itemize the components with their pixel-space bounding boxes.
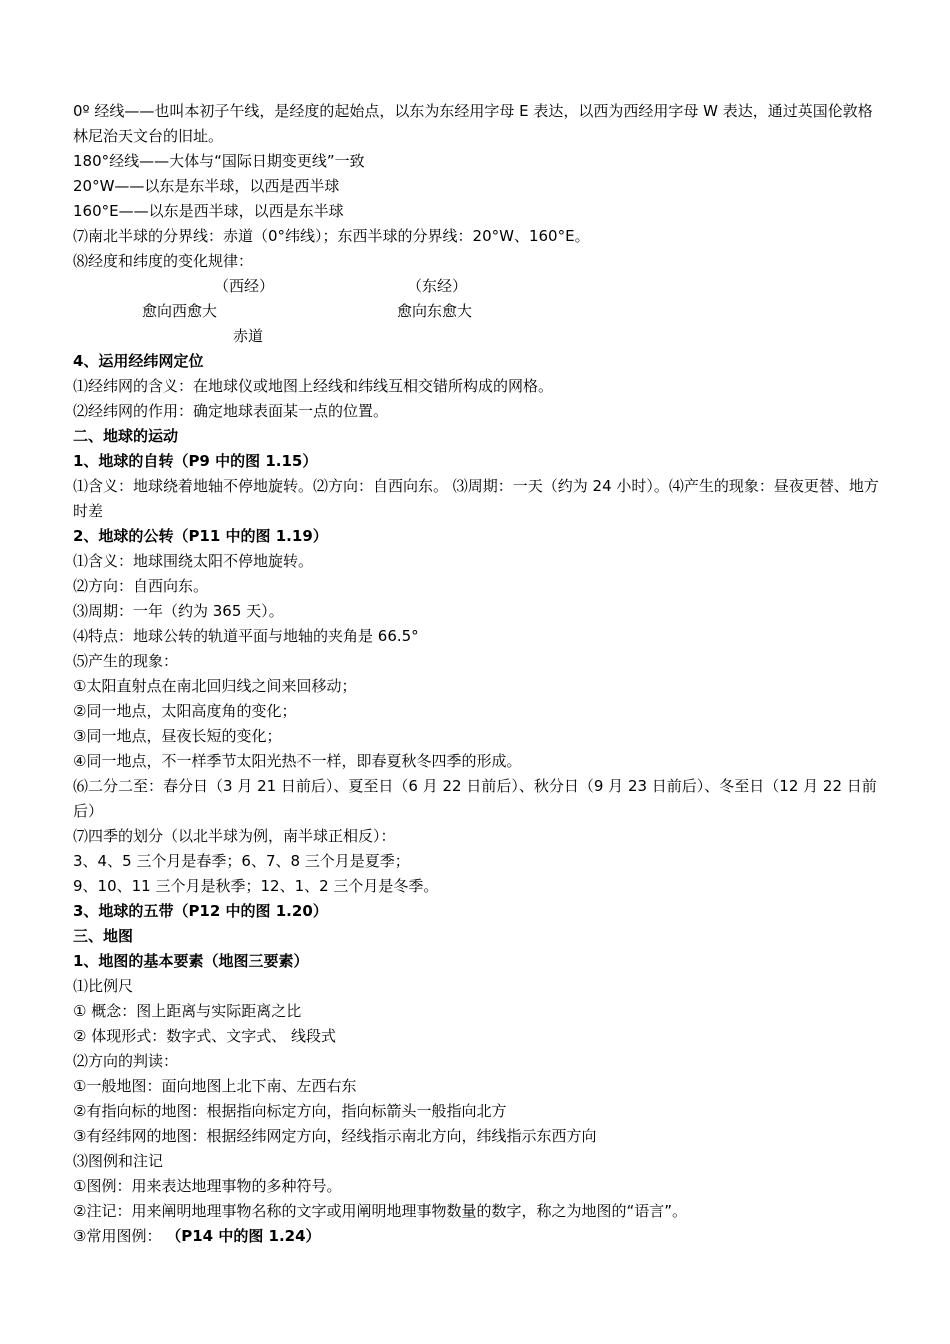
paragraph-change-rules: ⑻经度和纬度的变化规律： bbox=[73, 252, 254, 270]
paragraph-line: ⑸产生的现象： bbox=[73, 652, 179, 670]
section-heading: 4、运用经纬网定位 bbox=[73, 352, 204, 370]
section-heading: 1、地球的自转（P9 中的图 1.15） bbox=[73, 452, 318, 470]
paragraph-line: ⑵经纬网的作用：确定地球表面某一点的位置。 bbox=[73, 402, 389, 420]
section-heading: 三、地图 bbox=[73, 927, 134, 945]
west-longitude-label: （西经） bbox=[214, 277, 275, 295]
paragraph-line: 3、4、5 三个月是春季；6、7、8 三个月是夏季； bbox=[73, 852, 410, 870]
paragraph-line: ①图例：用来表达地理事物的多种符号。 bbox=[73, 1177, 342, 1195]
paragraph-line: ② 体现形式：数字式、文字式、 线段式 bbox=[73, 1027, 336, 1045]
west-rule-text: 愈向西愈大 bbox=[142, 302, 218, 320]
paragraph-line: ① 概念：图上距离与实际距离之比 bbox=[73, 1002, 302, 1020]
diagram-row-rules bbox=[73, 299, 881, 324]
paragraph-line: ⑷特点：地球公转的轨道平面与地轴的夹角是 66.5° bbox=[73, 627, 419, 645]
paragraph-line: ④同一地点，不一样季节太阳光热不一样，即春夏秋冬四季的形成。 bbox=[73, 752, 522, 770]
paragraph-common-legend bbox=[73, 1224, 881, 1249]
section-heading: 二、地球的运动 bbox=[73, 427, 179, 445]
paragraph-line: ②有指向标的地图：根据指向标定方向，指向标箭头一般指向北方 bbox=[73, 1102, 507, 1120]
east-longitude-label: （东经） bbox=[407, 277, 468, 295]
paragraph-180-meridian: 180°经线——大体与“国际日期变更线”一致 bbox=[73, 152, 365, 170]
section-heading: 3、地球的五带（P12 中的图 1.20） bbox=[73, 902, 328, 920]
paragraph-line: ①太阳直射点在南北回归线之间来回移动； bbox=[73, 677, 357, 695]
paragraph-line: 9、10、11 三个月是秋季；12、1、2 三个月是冬季。 bbox=[73, 877, 439, 895]
paragraph-line: ⑺四季的划分（以北半球为例，南半球正相反）： bbox=[73, 827, 396, 845]
section-heading: 2、地球的公转（P11 中的图 1.19） bbox=[73, 527, 328, 545]
paragraph-line: ⑹二分二至：春分日（3 月 21 日前后）、夏至日（6 月 22 日前后）、秋分日（9 月 23 日前后）、冬至日（12 月 22 日前后） bbox=[73, 777, 877, 820]
paragraph-line: ⑴经纬网的含义：在地球仪或地图上经线和纬线互相交错所构成的网格。 bbox=[73, 377, 554, 395]
section-heading: 1、地图的基本要素（地图三要素） bbox=[73, 952, 309, 970]
paragraph-line: ③同一地点，昼夜长短的变化； bbox=[73, 727, 282, 745]
paragraph-line: ①一般地图：面向地图上北下南、左西右东 bbox=[73, 1077, 357, 1095]
paragraph-line: ⑴比例尺 bbox=[73, 977, 134, 995]
equator-label: 赤道 bbox=[233, 327, 264, 345]
paragraph-20w: 20°W——以东是东半球，以西是西半球 bbox=[73, 177, 340, 195]
diagram-row-equator bbox=[73, 324, 881, 349]
paragraph-line: ⑵方向的判读： bbox=[73, 1052, 179, 1070]
paragraph-prime-meridian: 0º 经线——也叫本初子午线，是经度的起始点，以东为东经用字母 E 表达，以西为西经用字母 W 表达，通过英国伦敦格林尼治天文台的旧址。 bbox=[73, 102, 873, 145]
east-rule-text: 愈向东愈大 bbox=[397, 302, 473, 320]
paragraph-line: ⑴含义：地球绕着地轴不停地旋转。⑵方向：自西向东。 ⑶周期：一天（约为 24 小时）。⑷产生的现象：昼夜更替、地方时差 bbox=[73, 477, 879, 520]
paragraph-hemisphere-boundaries: ⑺南北半球的分界线：赤道（0°纬线）；东西半球的分界线：20°W、160°E。 bbox=[73, 227, 590, 245]
legend-prefix: ③常用图例： bbox=[73, 1227, 162, 1245]
paragraph-160e: 160°E——以东是西半球，以西是东半球 bbox=[73, 202, 344, 220]
document-page bbox=[73, 99, 881, 1249]
paragraph-line: ②注记：用来阐明地理事物名称的文字或用阐明地理事物数量的数字，称之为地图的“语言”。 bbox=[73, 1202, 687, 1220]
diagram-row-labels bbox=[73, 274, 881, 299]
paragraph-line: ③有经纬网的地图：根据经纬网定方向，经线指示南北方向，纬线指示东西方向 bbox=[73, 1127, 597, 1145]
paragraph-line: ⑵方向：自西向东。 bbox=[73, 577, 209, 595]
paragraph-line: ⑶周期：一年（约为 365 天）。 bbox=[73, 602, 284, 620]
paragraph-line: ②同一地点，太阳高度角的变化； bbox=[73, 702, 297, 720]
paragraph-line: ⑴含义：地球围绕太阳不停地旋转。 bbox=[73, 552, 314, 570]
paragraph-line: ⑶图例和注记 bbox=[73, 1152, 164, 1170]
legend-figure-ref: （P14 中的图 1.24） bbox=[166, 1227, 321, 1245]
main-content bbox=[73, 349, 881, 1224]
